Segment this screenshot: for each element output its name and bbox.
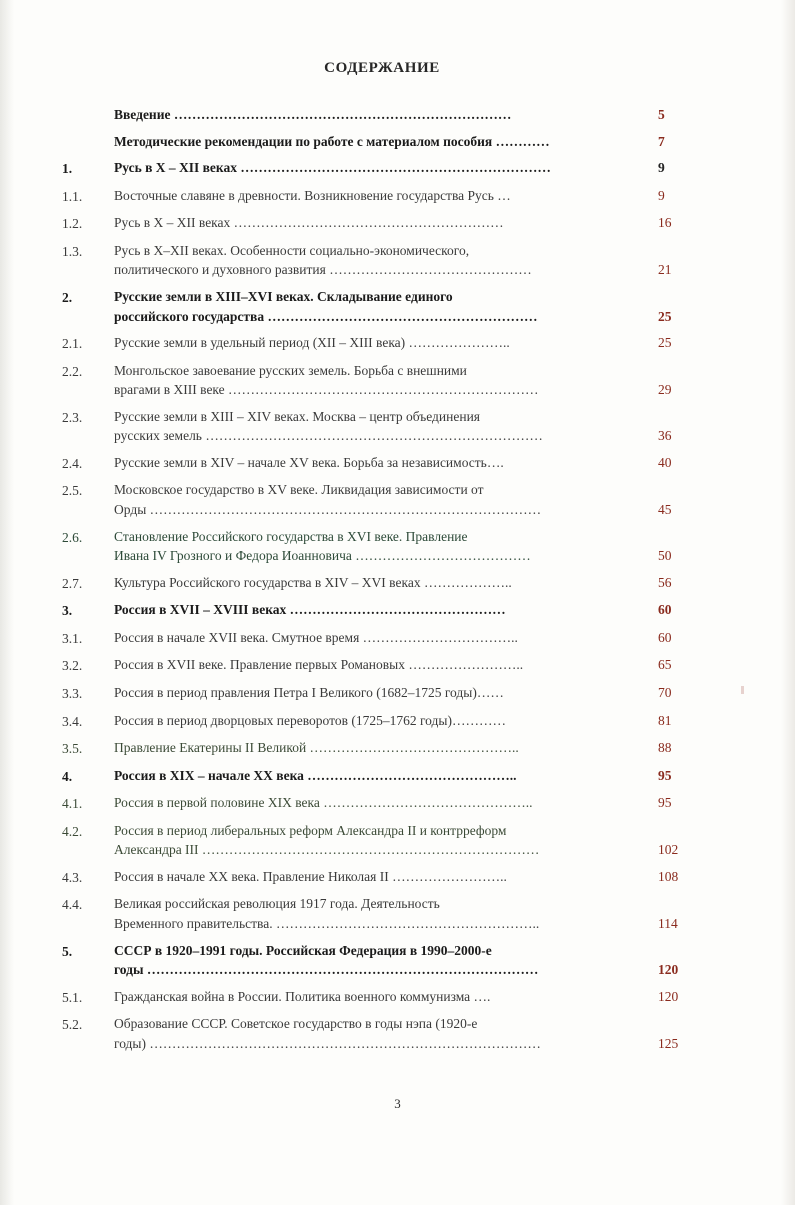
toc-entry-page: 120 (658, 988, 679, 1004)
toc-entry-title-line: Монгольское завоевание русских земель. Борьба с внешними (114, 362, 467, 378)
toc-entry-page: 25 (658, 308, 672, 324)
toc-entry-number (62, 105, 114, 106)
toc-entry[interactable] (62, 711, 702, 732)
toc-entry-title (114, 766, 650, 786)
toc-entry-page: 25 (658, 335, 672, 351)
toc-entry[interactable] (62, 766, 702, 787)
toc-entry-page: 60 (658, 602, 672, 618)
toc-entry-page: 21 (658, 262, 672, 278)
toc-entry-title (114, 453, 650, 473)
toc-entry-title (114, 105, 650, 125)
toc-entry-number: 3. (62, 603, 73, 619)
toc-entry[interactable] (62, 683, 702, 704)
toc-entry[interactable] (62, 241, 702, 280)
page-content (62, 60, 702, 1060)
toc-entry-title-line: Русские земли в удельный период (XII – XIII века) ………………….. (114, 335, 510, 351)
toc-entry-title-line: Великая российская революция 1917 года. Деятельность (114, 896, 440, 912)
toc-entry-number: 4.4. (62, 897, 83, 913)
toc-entry[interactable] (62, 361, 702, 400)
toc-entry-title (114, 132, 650, 152)
toc-entry-title-line: Русские земли в XIII–XVI веках. Складывание единого (114, 288, 453, 304)
toc-entry-page: 50 (658, 548, 672, 564)
toc-entry[interactable] (62, 987, 702, 1008)
toc-entry-title-line: Россия в XVII веке. Правление первых Романовых …………………….. (114, 657, 524, 673)
toc-entry-title-line: русских земель ………………………………………………………………… (114, 428, 543, 444)
toc-entry-number: 1. (62, 161, 73, 177)
toc-entry-title-line: Московское государство в XV веке. Ликвидация зависимости от (114, 482, 484, 498)
toc-entry-number: 2. (62, 289, 73, 305)
toc-entry[interactable] (62, 941, 702, 980)
toc-entry-page: 36 (658, 428, 672, 444)
toc-entry-number: 2.2. (62, 363, 83, 379)
toc-entry[interactable] (62, 132, 702, 152)
toc-entry-title (114, 867, 650, 887)
toc-entry[interactable] (62, 738, 702, 759)
toc-entry-title (114, 793, 650, 813)
toc-entry-title (114, 158, 650, 178)
toc-entry-title-line: Россия в XIX – начале XX века ……………………………………….. (114, 767, 517, 783)
toc-entry-title (114, 480, 650, 519)
toc-entry-page: 114 (658, 916, 678, 931)
toc-entry-page: 40 (658, 454, 672, 470)
toc-entry[interactable] (62, 453, 702, 474)
toc-entry[interactable] (62, 821, 702, 860)
toc-entry[interactable] (62, 213, 702, 234)
toc-entry-title-line: Александра III ………………………………………………………………… (114, 842, 540, 858)
toc-entry-title (114, 361, 650, 400)
toc-entry-page: 95 (658, 795, 672, 811)
toc-entry-page: 7 (658, 133, 665, 149)
toc-entry-title (114, 527, 650, 566)
toc-entry-number: 2.4. (62, 455, 83, 471)
toc-entry-number: 1.1. (62, 188, 83, 204)
toc-entry-title-line: Образование СССР. Советское государство в годы нэпа (1920-е (114, 1016, 478, 1032)
toc-entry-title-line: Русь в X–XII веках. Особенности социально-экономического, (114, 242, 470, 258)
toc-entry-title-line: Русь в X – XII веках …………………………………………………… (114, 215, 504, 231)
toc-entry-title-line: Россия в период либеральных реформ Александра II и контрреформ (114, 822, 507, 838)
toc-entry[interactable] (62, 1014, 702, 1053)
toc-entry-title-line: российского государства …………………………………………………… (114, 308, 538, 324)
toc-entry-title-line: Русские земли в XIII – XIV веках. Москва – центр объединения (114, 408, 481, 424)
toc-entry-title (114, 333, 650, 353)
toc-entry[interactable] (62, 793, 702, 814)
toc-entry-page: 95 (658, 767, 672, 783)
toc-entry-title (114, 987, 650, 1007)
toc-entry-title-line: Россия в XVII – XVIII веках ………………………………………… (114, 602, 506, 618)
toc-entry-number: 2.3. (62, 409, 83, 425)
toc-entry[interactable] (62, 480, 702, 519)
toc-entry-page: 102 (658, 842, 679, 858)
toc-entry-title (114, 655, 650, 675)
toc-entry-title (114, 894, 650, 933)
toc-entry-number: 3.3. (62, 685, 83, 701)
toc-entry-page: 16 (658, 215, 672, 231)
toc-entry[interactable] (62, 407, 702, 446)
toc-entry[interactable] (62, 287, 702, 326)
toc-entry-number: 2.6. (62, 529, 83, 545)
toc-entry-title-line: Культура Российского государства в XIV – XVI веках ……………….. (114, 574, 512, 590)
toc-entry-number: 4.1. (62, 796, 83, 812)
toc-entry-title (114, 683, 650, 703)
toc-entry-page: 65 (658, 657, 672, 673)
toc-entry[interactable] (62, 867, 702, 888)
toc-entry-title (114, 186, 650, 206)
toc-entry-number: 4.2. (62, 823, 83, 839)
toc-entry-title (114, 600, 650, 620)
toc-entry-title-line: Введение ………………………………………………………………… (114, 107, 512, 122)
toc-entry-number: 5. (62, 943, 73, 959)
toc-entry-page: 120 (658, 962, 679, 978)
toc-entry-title (114, 628, 650, 648)
toc-entry[interactable] (62, 655, 702, 676)
toc-entry-number: 2.5. (62, 483, 83, 499)
toc-entry-page: 81 (658, 712, 672, 728)
toc-entry-page: 60 (658, 629, 672, 645)
toc-entry-title-line: Россия в начале XVII века. Смутное время …………………………….. (114, 629, 518, 645)
toc-entry-number: 3.5. (62, 741, 83, 757)
toc-entry-title-line: Становление Российского государства в XVI веке. Правление (114, 528, 468, 544)
toc-entry[interactable] (62, 527, 702, 566)
toc-entry-page: 88 (658, 740, 672, 756)
toc-entry-title (114, 1014, 650, 1053)
toc-entry-title-line: годы …………………………………………………………………………… (114, 962, 539, 978)
toc-entry-title (114, 213, 650, 233)
scan-artifact (741, 686, 744, 694)
toc-entry-page: 56 (658, 574, 672, 590)
toc-entry-number: 2.7. (62, 575, 83, 591)
toc-entry[interactable] (62, 333, 702, 354)
toc-entry-title-line: Восточные славяне в древности. Возникновение государства Русь … (114, 187, 511, 203)
toc-entry[interactable] (62, 186, 702, 207)
toc-entry[interactable] (62, 573, 702, 594)
toc-entry-page: 5 (658, 107, 665, 122)
toc-entry[interactable] (62, 105, 702, 125)
toc-entry-title-line: Ивана IV Грозного и Федора Иоанновича ………………………………… (114, 548, 531, 564)
toc-entry-page: 9 (658, 187, 665, 203)
toc-entry-page: 29 (658, 382, 672, 398)
toc-entry-number: 1.2. (62, 216, 83, 232)
toc-entry-title-line: Русские земли в XIV – начале XV века. Борьба за независимость…. (114, 454, 504, 470)
toc-entry-title (114, 407, 650, 446)
toc-entry-title-line: Россия в период дворцовых переворотов (1725–1762 годы)………… (114, 712, 506, 728)
toc-entry[interactable] (62, 600, 702, 621)
toc-entry-title (114, 573, 650, 593)
toc-entry-title-line: СССР в 1920–1991 годы. Российская Федерация в 1990–2000-е (114, 942, 492, 958)
toc-entry-number (62, 132, 114, 133)
page-title: СОДЕРЖАНИЕ (324, 60, 440, 76)
toc-entry-number: 3.1. (62, 630, 83, 646)
toc-entry-title-line: политического и духовного развития ……………………………………… (114, 262, 532, 278)
toc-entry-number: 3.4. (62, 713, 83, 729)
toc-entry-title-line: Россия в начале XX века. Правление Николая II …………………….. (114, 868, 507, 884)
toc-entry-title (114, 941, 650, 980)
toc-entry-title-line: Методические рекомендации по работе с материалом пособия ………… (114, 133, 550, 149)
toc-entry-number: 2.1. (62, 336, 83, 352)
toc-entry-title-line: Орды …………………………………………………………………………… (114, 502, 542, 517)
toc-entry-title-line: врагами в XIII веке …………………………………………………………… (114, 382, 539, 398)
toc-entry-title-line: годы) …………………………………………………………………………… (114, 1035, 541, 1051)
toc-entry-page: 125 (658, 1035, 679, 1051)
toc-entry-title (114, 821, 650, 860)
toc-entry-title (114, 287, 650, 326)
toc-entry-title-line: Временного правительства. ………………………………………………….. (114, 916, 540, 931)
toc-entry-title-line: Правление Екатерины II Великой ……………………………………….. (114, 740, 519, 756)
toc-entry-page: 70 (658, 684, 672, 700)
toc-entry-title-line: Гражданская война в России. Политика военного коммунизма …. (114, 988, 491, 1004)
toc-entry[interactable] (62, 158, 702, 179)
toc-entry-title-line: Русь в X – XII веках …………………………………………………………… (114, 160, 551, 176)
toc-entry-title-line: Россия в первой половине XIX века ……………………………………….. (114, 795, 533, 811)
toc-entry-page: 45 (658, 502, 672, 517)
table-of-contents (62, 105, 702, 1053)
toc-entry-number: 1.3. (62, 243, 83, 259)
toc-entry-title-line: Россия в период правления Петра I Великого (1682–1725 годы)…… (114, 684, 504, 700)
toc-entry-title (114, 241, 650, 280)
toc-entry-number: 4.3. (62, 869, 83, 885)
toc-entry-number: 5.2. (62, 1017, 83, 1033)
toc-entry-page: 9 (658, 160, 665, 176)
page-number: 3 (394, 1096, 401, 1111)
toc-entry-number: 3.2. (62, 658, 83, 674)
toc-entry-title (114, 711, 650, 731)
toc-entry-title (114, 738, 650, 758)
toc-entry-number: 4. (62, 768, 73, 784)
toc-entry[interactable] (62, 628, 702, 649)
toc-entry-number: 5.1. (62, 989, 83, 1005)
toc-entry[interactable] (62, 894, 702, 933)
toc-entry-page: 108 (658, 868, 679, 884)
